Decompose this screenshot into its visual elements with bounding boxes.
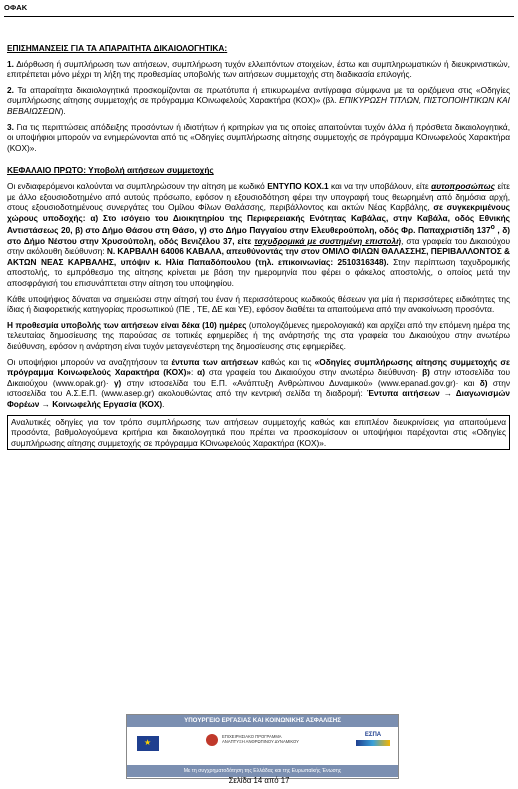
section-title-chapter-one: ΚΕΦΑΛΑΙΟ ΠΡΩΤΟ: Υποβολή αιτήσεων συμμετοχής xyxy=(7,165,214,176)
paragraph-position-codes: Κάθε υποψήφιος δύναται να σημειώσει στην αίτησή του έναν ή περισσότερους κωδικούς θέσεων για μία ή περισσότερες ειδικότητες της ίδιας ή διαφορετικής κατηγορίας προσωπικού (ΠΕ , ΤΕ, ΔΕ και ΥΕ), εφόσον διαθέτει τα απαιτούμενα από την ανακοίνωση προσόντα. xyxy=(7,293,510,315)
emphasis-in-person: αυτοπροσώπως xyxy=(431,180,496,191)
section-title-text: ΕΠΙΣΗΜΑΝΣΕΙΣ ΓΙΑ ΤΑ ΑΠΑΡΑΙΤΗΤΑ ΔΙΚΑΙΟΛΟΓΗΤΙΚΑ xyxy=(7,43,225,53)
espa-bar xyxy=(356,740,390,746)
paragraph-forms-availability xyxy=(7,357,510,410)
guidelines-emphasis: «Οδηγίες συμπλήρωσης αίτησης συμμετοχής σε πρόγραμμα Κοινωφελούς Χαρακτήρα (ΚΟΧ)» xyxy=(7,356,510,378)
paragraph-3 xyxy=(7,122,510,154)
paragraph-text: και να την υποβάλουν, είτε xyxy=(328,180,432,191)
mailing-address: Ν. ΚΑΡΒΑΛΗ 64006 ΚΑΒΑΛΑ, απευθύνοντάς την στον ΟΜΙΛΟ ΦΙΛΩΝ ΘΑΛΑΣΣΗΣ, ΠΕΡΙΒΑΛΛΟΝΤΟΣ & ΑΚΤΩΝ ΝΕΑΣ ΚΑΡΒΑΛΗΣ, υπόψιν κ. Ηλία Παπαδόπουλου (τηλ. επικοινωνίας: 2510316348). xyxy=(7,246,511,267)
cofunding-logo-banner xyxy=(126,714,399,779)
form-code: ΕΝΤΥΠΟ ΚΟΧ.1 xyxy=(267,180,329,191)
cofunding-statement: Με τη συγχρηματοδότηση της Ελλάδας και της Ευρωπαϊκής Ένωσης xyxy=(127,765,398,777)
header-divider xyxy=(4,16,514,17)
list-marker: β) xyxy=(422,367,430,378)
eu-flag-icon xyxy=(137,736,159,751)
paragraph-text: , στα γραφεία του Δικαιούχου στην ακόλουθη διεύθυνση: xyxy=(7,235,510,257)
ministry-label: ΥΠΟΥΡΓΕΙΟ ΕΡΓΑΣΙΑΣ ΚΑΙ ΚΟΙΝΩΝΙΚΗΣ ΑΣΦΑΛΙΣΗΣ xyxy=(127,715,398,727)
paragraph-text: Στην περίπτωση ταχυδρομικής αποστολής, το εμπρόθεσμο της αίτησης κρίνεται με βάση την ημερομηνία που φέρει ο φάκελος αποστολής, ο οποίος μετά την αποσφράγισή του επισυνάπτεται στην αίτηση του υποψηφίου. xyxy=(7,256,510,289)
paragraph-text: Για τις περιπτώσεις απόδειξης προσόντων ή ιδιοτήτων ή κριτηρίων για τις οποίες απαιτούνται τυχόν άλλα ή πρόσθετα δικαιολογητικά, οι υποψήφιοι μπορούν να ενημερώνονται από τις «Οδηγίες συμπλήρωσης αίτησης συμμετοχής σε πρόγραμμα ΚΟινωφελούς Χαρακτήρα (ΚΟΧ)». xyxy=(7,121,510,153)
superscript: ο xyxy=(490,224,495,232)
reception-points: σε συγκεκριμένους χώρους υποδοχής: α) Στο ισόγειο του Διοικητηρίου της Περιφερειακής Ενότητας Καβάλας, στην Καβάλα, οδός Εθνικής Αντιστάσεως 20, β) στο Δήμο Θάσου στη Θάσο, γ) στο Δήμο Παγγαίου στην Ελευθερούπολη, οδός Φρ. Παπαχριστίδη 137 xyxy=(7,202,511,236)
paragraph-text: Τα απαραίτητα δικαιολογητικά προσκομίζονται σε πρωτότυπα ή επικυρωμένα αντίγραφα σύμφωνα με τα οριζόμενα στις «Οδηγίες συμπλήρωσης αίτησης συμμετοχής σε πρόγραμμα ΚΟινωφελούς Χαρακτήρα (ΚΟΧ)» (βλ. xyxy=(7,84,510,106)
paragraph-text: στα γραφεία του Δικαιούχου στην ανωτέρω διεύθυνση· xyxy=(205,367,423,378)
paragraph-text: Οι ενδιαφερόμενοι καλούνται να συμπληρώσουν την αίτηση με κωδικό xyxy=(7,180,268,191)
paragraph-text: . xyxy=(162,398,165,409)
paragraph-text: Διόρθωση ή συμπλήρωση των αιτήσεων, συμπλήρωση τυχόν ελλειπόντων στοιχείων, έστω και συμπληρωματικών ή διευκρινιστικών, επιτρέπεται μόνο μέχρι τη λήξη της προθεσμίας υποβολής των αιτήσεων συμμετοχής στη διαδικασία επιλογής. xyxy=(7,58,510,80)
program-label xyxy=(222,734,302,744)
paragraph-text: καθώς και τις xyxy=(258,356,315,367)
guidelines-box: Αναλυτικές οδηγίες για τον τρόπο συμπλήρωσης των αιτήσεων συμμετοχής καθώς και επιπλέον διευκρινίσεις για απαιτούμενα προσόντα, βαθμολογούμενα κριτήρια και δικαιολογητικά που πρέπει να προσκομίσουν οι υποψήφιοι παρέχονται στις «Οδηγίες συμπλήρωσης αίτησης συμμετοχής σε πρόγραμμα ΚΟινωφελούς Χαρακτήρα (ΚΟΧ)». xyxy=(7,415,510,451)
header-org: ΟΦΑΚ xyxy=(4,3,28,12)
paragraph-2 xyxy=(7,85,510,117)
deadline-emphasis: Η προθεσμία υποβολής των αιτήσεων είναι δέκα (10) ημέρες xyxy=(7,319,247,330)
navigation-path: Έντυπα αιτήσεων → Διαγωνισμών Φορέων → Κοινωφελής Εργασία (ΚΟΧ) xyxy=(7,388,510,409)
reception-points: , δ) στο Δήμο Νέστου στην Χρυσούπολη, οδός Βενιζέλου 37, είτε xyxy=(7,225,510,246)
list-marker: γ) xyxy=(113,377,122,388)
logo-middle xyxy=(127,727,398,765)
paragraph-italic: ΕΠΙΚΥΡΩΣΗ ΤΙΤΛΩΝ, ΠΙΣΤΟΠΟΙΗΤΙΚΩΝ ΚΑΙ ΒΕΒΑΙΩΣΕΩΝ xyxy=(7,95,510,116)
list-marker: α) xyxy=(197,367,206,378)
forms-emphasis: έντυπα των αιτήσεων xyxy=(171,356,259,367)
paragraph-text: είτε με άλλο εξουσιοδοτημένο από αυτούς πρόσωπο, εφόσον η εξουσιοδότηση φέρει την υπογραφή τους θεωρημένη από δημόσια αρχή, στους εξουσιοδοτημένους συνεργάτες του Ομίλου Φίλων Θαλάσσης, περιβάλλοντος και ακτών Νέας Καρβάλης, xyxy=(7,180,510,213)
paragraph-text: στην ιστοσελίδα του Δικαιούχου (www.opak.gr)· xyxy=(7,367,510,388)
paragraph-text: ). xyxy=(60,105,66,116)
emphasis-registered-mail: ταχυδρομικά με συστημένη επιστολή xyxy=(254,235,402,246)
paragraph-number: 1. xyxy=(7,58,14,69)
espa-text: ΕΣΠΑ xyxy=(364,732,382,738)
program-logo-icon xyxy=(206,734,218,746)
paragraph-number: 3. xyxy=(7,121,14,132)
paragraph-text: : xyxy=(190,367,198,378)
espa-logo xyxy=(356,732,390,756)
program-text: ΕΠΙΧΕΙΡΗΣΙΑΚΟ ΠΡΟΓΡΑΜΜΑ ΑΝΑΠΤΥΞΗ ΑΝΘΡΩΠΙΝΟΥ ΔΥΝΑΜΙΚΟΥ xyxy=(222,734,299,744)
paragraph-text: στην ιστοσελίδα του Α.Σ.Ε.Π. (www.asep.gr) ακολουθώντας από την κεντρική σελίδα τη διαδρομή: xyxy=(7,377,511,399)
paragraph-number: 2. xyxy=(7,84,14,95)
section-title-colon: : xyxy=(224,43,228,53)
paragraph-text: (υπολογιζόμενες ημερολογιακά) και αρχίζει από την επόμενη ημέρα της τελευταίας δημοσίευσης της παρούσας σε τοπικές εφημερίδες ή της ανάρτησής της στα γραφεία του Δικαιούχου στην ανωτέρω διεύθυνση, εφόσον η ανάρτηση είναι τυχόν μεταγενέστερη της δημοσίευσης στις εφημερίδες. xyxy=(7,319,510,352)
section-title-remarks xyxy=(7,43,510,54)
paragraph-text: Οι υποψήφιοι μπορούν να αναζητήσουν τα xyxy=(7,356,172,367)
paragraph-deadline xyxy=(7,320,510,352)
paragraph-submission xyxy=(7,181,510,289)
document-body xyxy=(7,43,510,450)
paragraph-1 xyxy=(7,59,510,80)
paragraph-text: στην ιστοσελίδα του Ε.Π. «Ανάπτυξη Ανθρώπινου Δυναμικού» (www.epanad.gov.gr)· και xyxy=(121,377,480,388)
page-number: Σελίδα 14 από 17 xyxy=(228,776,290,785)
list-marker: δ) xyxy=(479,377,488,388)
